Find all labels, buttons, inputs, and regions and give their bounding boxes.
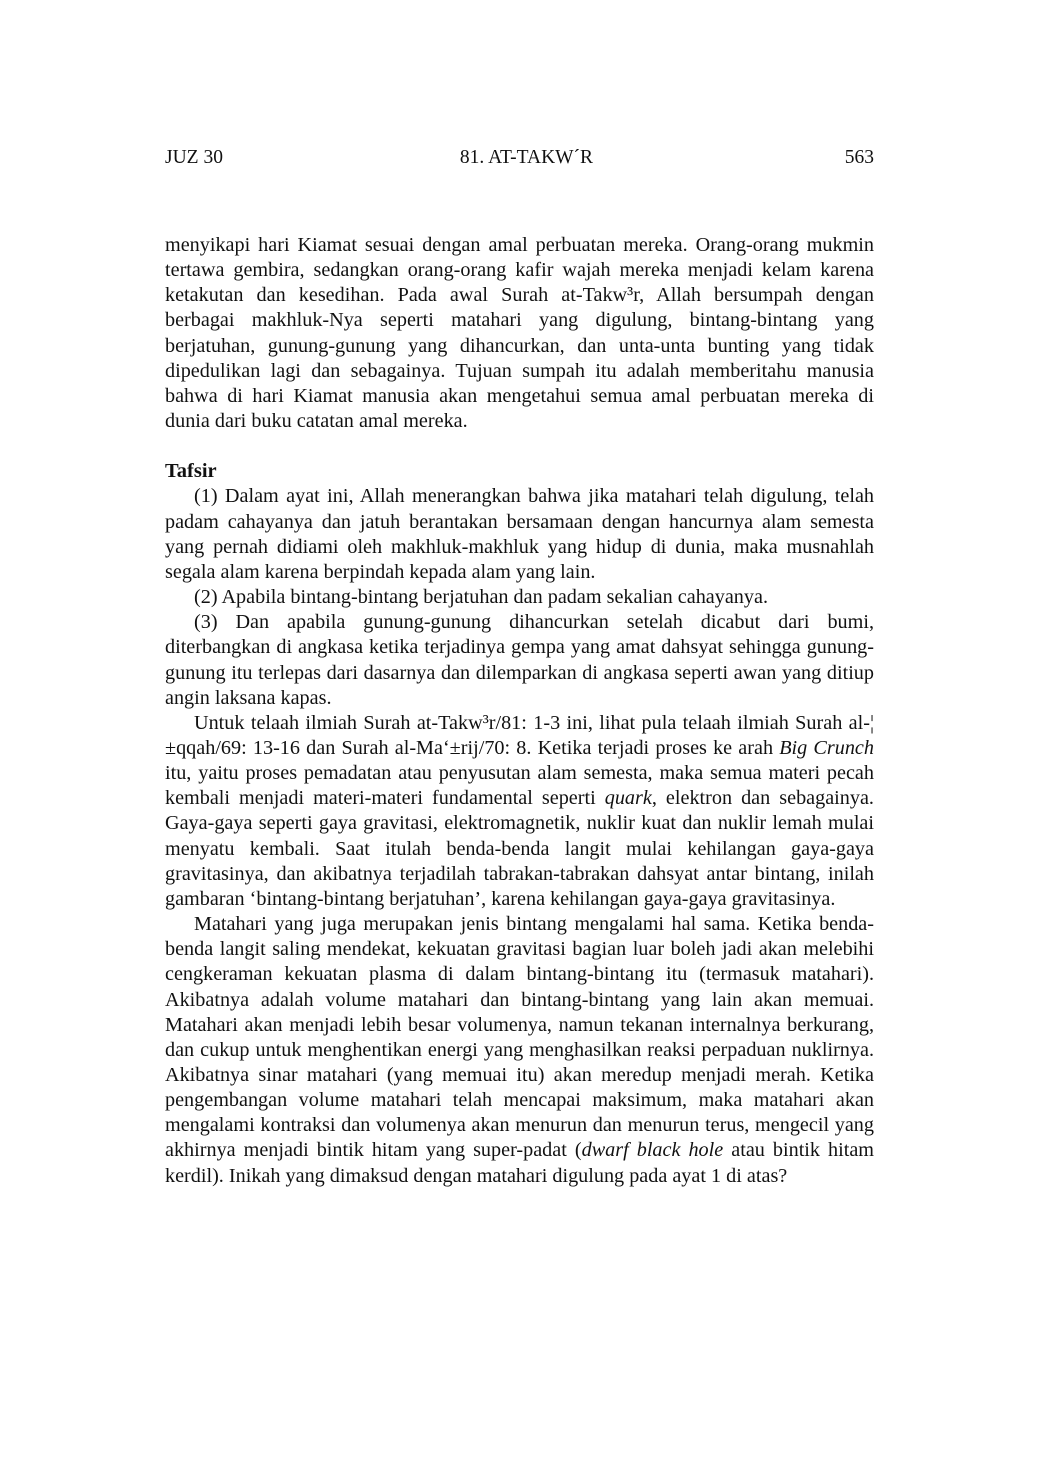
intro-paragraph: menyikapi hari Kiamat sesuai dengan amal perbuatan mereka. Orang-orang mukmin tertawa gembira, sedangkan orang-orang kafir wajah mereka menjadi kelam karena ketakutan dan kesedihan. Pada awal Surah at-Takw³r, Allah bersumpah dengan berbagai makhluk-Nya seperti matahari yang digulung, bintang-bintang yang berjatuhan, gunung-gunung yang dihancurkan, dan unta-unta bunting yang tidak dipedulikan lagi dan sebagainya. Tujuan sumpah itu adalah memberitahu manusia bahwa di hari Kiamat manusia akan mengetahui semua amal perbuatan mereka di dunia dari buku catatan amal mereka. [165, 234, 874, 433]
p5-text-2: atau bintik hitam kerdil). Inikah yang dimaksud dengan matahari digulung pada ayat 1 di atas? [165, 1139, 874, 1187]
tafsir-paragraph-4 [165, 711, 874, 912]
section-heading-tafsir: Tafsir [165, 460, 217, 483]
tafsir-paragraph-1: (1) Dalam ayat ini, Allah menerangkan bahwa jika matahari telah digulung, telah padam cahayanya dan jatuh berantakan bersamaan dengan hancurnya alam semesta yang pernah didiami oleh makhluk-makhluk yang hidup di dunia, maka musnahlah segala alam karena berpindah kepada alam yang lain. [165, 485, 874, 583]
juz-label: JUZ 30 [165, 147, 223, 168]
tafsir-paragraph-2: (2) Apabila bintang-bintang berjatuhan dan padam sekalian cahayanya. [194, 586, 769, 609]
p4-italic-big-crunch: Big Crunch [779, 736, 874, 759]
p5-text-1: Matahari yang juga merupakan jenis bintang mengalami hal sama. Ketika benda-benda langit saling mendekat, kekuatan gravitasi bagian luar boleh jadi akan melebihi cengkeraman kekuatan plasma di dalam bintang-bintang itu (termasuk matahari). Akibatnya adalah volume matahari dan bintang-bintang yang lain akan memuai. Matahari akan menjadi lebih besar volumenya, namun tekanan internalnya berkurang, dan cukup untuk menghentikan energi yang menghasilkan reaksi perpaduan nuklirnya. Akibatnya sinar matahari (yang memuai itu) akan meredup menjadi merah. Ketika pengembangan volume matahari telah mencapai maksimum, maka matahari akan mengalami kontraksi dan volumenya akan menurun dan menurun terus, mengecil yang akhirnya menjadi bintik hitam yang super-padat ( [165, 913, 874, 1162]
surah-title: 81. AT-TAKW´R [459, 147, 594, 168]
p5-italic-dwarf-black-hole: dwarf black hole [581, 1139, 724, 1162]
p4-text-3: , elektron dan sebagainya. Gaya-gaya seperti gaya gravitasi, elektromagnetik, nuklir kuat dan nuklir lemah mulai menyatu kembali. Saat itulah benda-benda langit mulai kehilangan gaya-gaya gravitasinya, dan akibatnya terjadilah tabrakan-tabrakan dahsyat antar bintang, inilah gambaran ‘bintang-bintang berjatuhan’, karena kehilangan gaya-gaya gravitasinya. [165, 787, 874, 910]
running-header [165, 145, 874, 171]
p4-text-2: itu, yaitu proses pemadatan atau penyusutan alam semesta, maka semua materi pecah kembali menjadi materi-materi fundamental seperti [165, 762, 874, 810]
page-body [165, 233, 874, 1189]
page-number: 563 [844, 147, 874, 168]
section-spacer [165, 434, 874, 459]
tafsir-paragraph-3: (3) Dan apabila gunung-gunung dihancurkan setelah dicabut dari bumi, diterbangkan di angkasa ketika terjadinya gempa yang amat dahsyat sehingga gunung-gunung itu terlepas dari dasarnya dan dilemparkan di angkasa seperti awan yang ditiup angin laksana kapas. [165, 611, 874, 709]
p4-italic-quark: quark [604, 787, 652, 810]
p4-text-1: Untuk telaah ilmiah Surah at-Takw³r/81: 1-3 ini, lihat pula telaah ilmiah Surah al-¦ ±qqah/69: 13-16 dan Surah al-Ma‘±rij/70: 8. Ketika terjadi proses ke arah [165, 711, 874, 759]
tafsir-paragraph-5 [165, 912, 874, 1189]
